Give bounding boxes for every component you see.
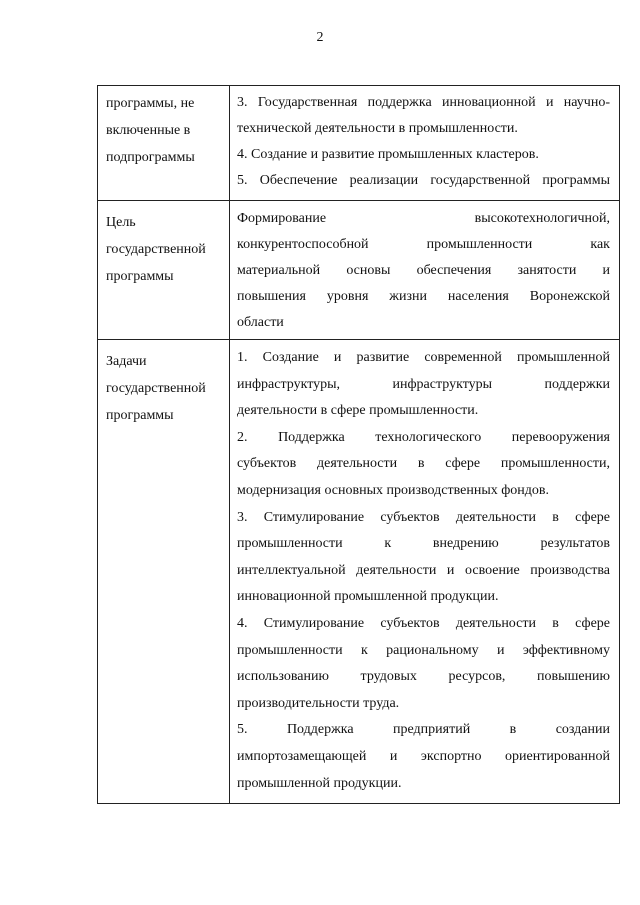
content-line: импортозамещающей и экспортно ориентированной <box>237 748 610 764</box>
row-content <box>230 201 619 339</box>
content-line: промышленности к внедрению результатов <box>237 536 610 552</box>
content-line: конкурентоспособной промышленности как <box>237 237 610 252</box>
content-line: использованию трудовых ресурсов, повышению <box>237 669 610 685</box>
row-label-cell <box>98 201 230 340</box>
page-number: 2 <box>316 30 324 45</box>
program-passport-table <box>97 85 620 804</box>
content-line: субъектов деятельности в сфере промышленности, <box>237 456 610 472</box>
content-line: 5. Обеспечение реализации государственной программы <box>237 173 610 188</box>
content-line: деятельности в сфере промышленности. <box>237 403 479 419</box>
row-content-cell <box>230 201 620 340</box>
content-line: 4. Создание и развитие промышленных кластеров. <box>237 147 539 162</box>
content-line: инфраструктуры, инфраструктуры поддержки <box>237 376 610 392</box>
content-line: 3. Государственная поддержка инновационной и научно- <box>237 95 610 110</box>
row-content <box>230 340 619 803</box>
row-content-cell <box>230 340 620 804</box>
content-line: технической деятельности в промышленности. <box>237 121 518 136</box>
content-line: области <box>237 315 284 330</box>
row-content <box>230 86 619 200</box>
content-line: 2. Поддержка технологического перевооружения <box>237 429 610 445</box>
table-row-program-goal <box>98 201 620 340</box>
content-line: повышения уровня жизни населения Воронежской <box>237 289 610 304</box>
content-line: производительности труда. <box>237 695 400 711</box>
table-row-program-tasks <box>98 340 620 804</box>
row-content-cell <box>230 86 620 201</box>
row-label-cell <box>98 86 230 201</box>
content-line: модернизация основных производственных фондов. <box>237 482 550 498</box>
row-label: программы, не включенные в подпрограммы <box>106 96 195 165</box>
table-row-other-measures <box>98 86 620 201</box>
row-label: Цель государственной программы <box>106 215 206 284</box>
content-line: материальной основы обеспечения занятости и <box>237 263 610 278</box>
content-line: инновационной промышленной продукции. <box>237 589 499 605</box>
content-line: промышленности к рациональному и эффективному <box>237 642 610 658</box>
content-line: Формирование высокотехнологичной, <box>237 211 610 226</box>
content-line: промышленной продукции. <box>237 775 402 791</box>
content-line: 3. Стимулирование субъектов деятельности в сфере <box>237 509 610 525</box>
row-label-cell <box>98 340 230 804</box>
content-line: 4. Стимулирование субъектов деятельности в сфере <box>237 615 610 631</box>
content-line: 1. Создание и развитие современной промышленной <box>237 350 610 365</box>
content-line: интеллектуальной деятельности и освоение производства <box>237 562 610 578</box>
row-label: Задачи государственной программы <box>106 354 206 423</box>
content-line: 5. Поддержка предприятий в создании <box>237 722 610 738</box>
